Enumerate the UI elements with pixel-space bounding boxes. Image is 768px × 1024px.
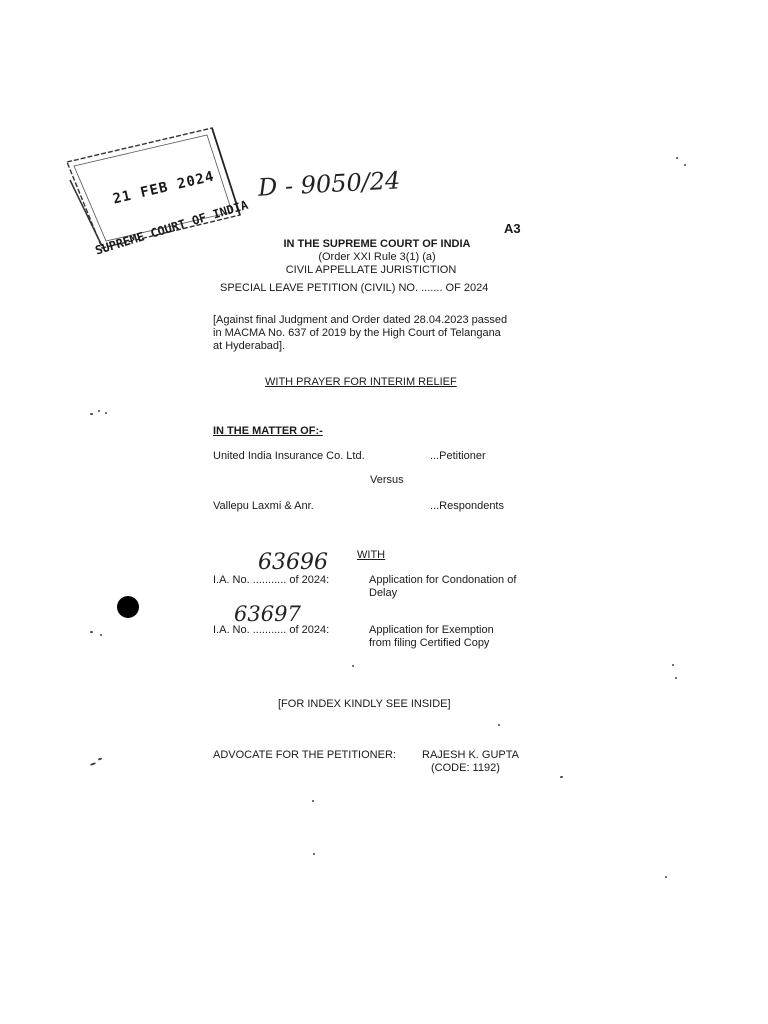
petition-number: SPECIAL LEAVE PETITION (CIVIL) NO. ....... OF 2024 (220, 282, 489, 294)
scan-speck (684, 164, 686, 166)
index-note: [FOR INDEX KINDLY SEE INSIDE] (278, 698, 451, 710)
scan-speck (498, 724, 500, 726)
against-line-3: at Hyderabad]. (213, 340, 286, 352)
matter-heading: IN THE MATTER OF:- (213, 425, 323, 437)
with-label: WITH (357, 549, 386, 561)
court-title: IN THE SUPREME COURT OF INDIA (283, 238, 471, 250)
scan-speck (675, 677, 677, 679)
registry-stamp (62, 120, 262, 258)
stamp-date: 21 FEB 2024 (111, 168, 217, 208)
against-line-1: [Against final Judgment and Order dated 28.04.2023 passed (213, 314, 508, 326)
respondent-role: ...Respondents (430, 500, 504, 512)
petitioner-name: United India Insurance Co. Ltd. (213, 450, 365, 462)
petitioner-role: ...Petitioner (430, 450, 486, 462)
scan-speck (98, 757, 102, 760)
order-rule: (Order XXI Rule 3(1) (a) (318, 251, 436, 263)
ia-1-label: I.A. No. ........... of 2024: (213, 574, 330, 586)
scan-speck (312, 800, 314, 802)
ia-2-handwritten-number: 63697 (234, 602, 301, 626)
stamp-court: SUPREME COURT OF INDIA (93, 197, 250, 258)
label-a3: A3 (504, 221, 521, 236)
interim-relief-prayer: WITH PRAYER FOR INTERIM RELIEF (265, 376, 457, 388)
jurisdiction: CIVIL APPELLATE JURISTICTION (285, 264, 457, 276)
advocate-code: (CODE: 1192) (431, 762, 500, 774)
advocate-name: RAJESH K. GUPTA (422, 749, 519, 761)
ia-2-desc-line-2: from filing Certified Copy (369, 637, 490, 649)
scan-speck (100, 634, 102, 636)
scan-speck (98, 410, 100, 412)
against-line-2: in MACMA No. 637 of 2019 by the High Court of Telangana (213, 327, 501, 339)
scan-speck (90, 413, 93, 415)
scan-speck (352, 665, 354, 667)
scan-speck (560, 776, 563, 778)
scan-speck (105, 412, 107, 414)
scan-speck (672, 664, 674, 666)
respondent-name: Vallepu Laxmi & Anr. (213, 500, 314, 512)
ia-2-label: I.A. No. ........... of 2024: (213, 624, 330, 636)
scan-speck (665, 876, 667, 878)
advocate-label: ADVOCATE FOR THE PETITIONER: (213, 749, 396, 761)
ia-1-desc-line-1: Application for Condonation of (369, 574, 517, 586)
scan-speck (90, 631, 93, 633)
punch-hole-mark (117, 596, 139, 618)
scan-speck (676, 157, 678, 159)
versus-label: Versus (370, 474, 404, 486)
scan-speck (313, 853, 315, 855)
ia-1-desc-line-2: Delay (369, 587, 398, 599)
scan-speck (90, 762, 96, 766)
ia-1-handwritten-number: 63696 (258, 550, 328, 575)
diary-number-handwritten: D - 9050/24 (257, 166, 401, 202)
ia-2-desc-line-1: Application for Exemption (369, 624, 494, 636)
